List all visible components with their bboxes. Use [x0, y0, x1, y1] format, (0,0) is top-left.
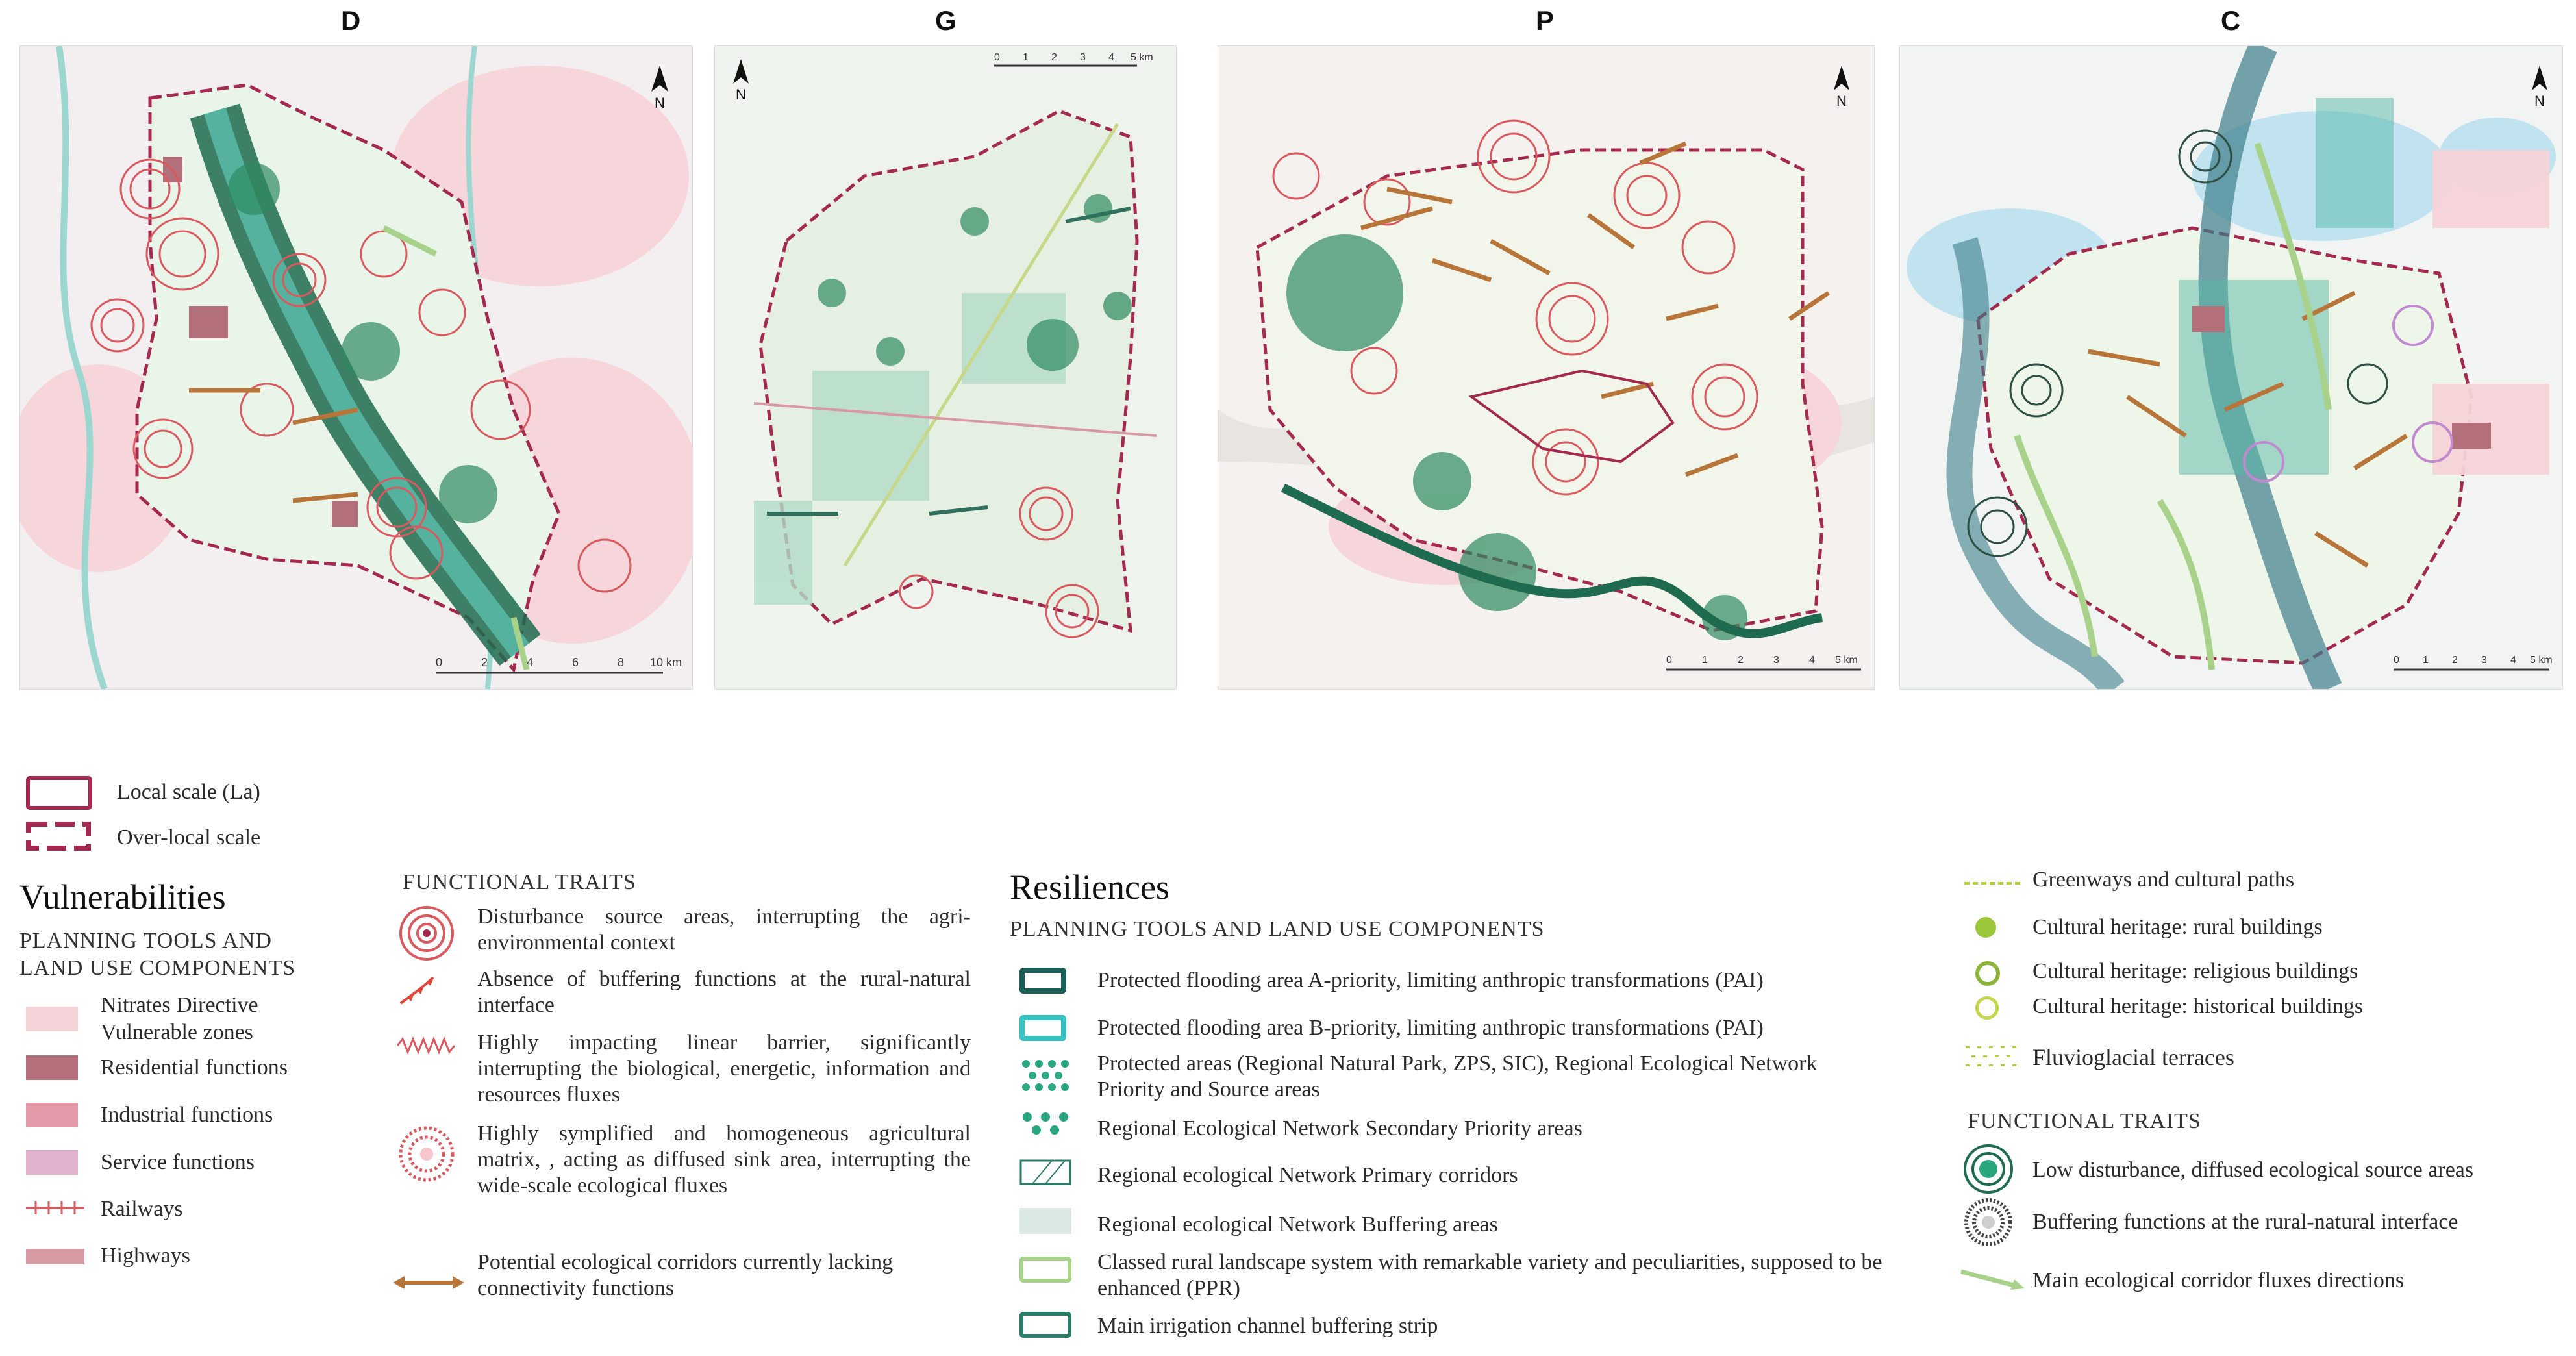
absence-buffering-icon	[397, 974, 436, 1007]
vuln-functional-title: FUNCTIONAL TRAITS	[403, 870, 636, 894]
panel-letter-p: P	[1536, 5, 1555, 36]
main-corridor-icon	[1955, 1266, 2026, 1292]
potential-corridor-icon	[393, 1273, 464, 1292]
svg-text:0: 0	[1666, 655, 1672, 666]
map-panel-g	[714, 45, 1177, 690]
agri-matrix-label: Highly symplified and homogeneous agricultural matrix, , acting as diffused sink area, interrupting the wide-scale ecological fluxes	[477, 1122, 971, 1198]
svg-text:N: N	[736, 86, 746, 103]
secondary-priority-swatch	[1019, 1111, 1071, 1136]
rural-landscape-label: Classed rural landscape system with remarkable variety and peculiarities, supposed to be enhanced (PPR)	[1097, 1250, 1882, 1300]
greenways-label: Greenways and cultural paths	[2032, 868, 2295, 892]
industrial-swatch	[26, 1103, 78, 1127]
svg-text:2: 2	[1738, 655, 1744, 666]
religious-buildings-icon	[1975, 961, 2000, 986]
protected-areas-swatch	[1019, 1057, 1071, 1096]
over-local-scale-swatch	[26, 822, 91, 851]
svg-text:1: 1	[1023, 52, 1029, 63]
resiliences-title: Resiliences	[1010, 868, 1169, 907]
linear-barrier-label: Highly impacting linear barrier, significantly interrupting the biological, energetic, information and resources fluxes	[477, 1031, 971, 1107]
panel-letter-d: D	[341, 5, 361, 36]
main-corridor-label: Main ecological corridor fluxes directions	[2032, 1268, 2405, 1292]
railways-swatch	[26, 1198, 84, 1218]
rural-buildings-label: Cultural heritage: rural buildings	[2032, 915, 2323, 939]
flood-a-swatch	[1019, 968, 1066, 994]
nitrates-label-1: Nitrates Directive	[101, 993, 258, 1017]
disturbance-label: Disturbance source areas, interrupting the agri-environmental context	[477, 905, 971, 955]
map-panel-d	[19, 45, 693, 690]
svg-text:5 km: 5 km	[2530, 655, 2553, 666]
religious-buildings-label: Cultural heritage: religious buildings	[2032, 959, 2358, 983]
buffering-functions-icon	[1962, 1196, 2014, 1248]
flood-b-label: Protected flooding area B-priority, limiting anthropic transformations (PAI)	[1097, 1016, 1764, 1040]
svg-text:3: 3	[1080, 52, 1086, 63]
service-swatch	[26, 1150, 78, 1175]
local-scale-swatch	[26, 776, 92, 810]
buffering-areas-swatch	[1019, 1208, 1071, 1234]
local-scale-label: Local scale (La)	[117, 780, 260, 804]
highways-swatch	[26, 1249, 84, 1264]
panel-letter-c: C	[2221, 5, 2241, 36]
railways-label: Railways	[101, 1197, 183, 1221]
service-label: Service functions	[101, 1150, 255, 1174]
svg-text:1: 1	[2423, 655, 2429, 666]
buffering-functions-label: Buffering functions at the rural-natural interface	[2032, 1210, 2458, 1234]
svg-text:0: 0	[2394, 655, 2399, 666]
nitrates-label-2: Vulnerable zones	[101, 1020, 253, 1044]
residential-label: Residential functions	[101, 1055, 288, 1079]
disturbance-icon	[397, 904, 456, 962]
svg-text:3: 3	[1773, 655, 1779, 666]
low-disturbance-label: Low disturbance, diffused ecological source areas	[2032, 1158, 2474, 1182]
primary-corridors-label: Regional ecological Network Primary corridors	[1097, 1163, 1518, 1187]
svg-text:5 km: 5 km	[1131, 52, 1153, 63]
rural-buildings-icon	[1975, 917, 1996, 938]
svg-text:5 km: 5 km	[1835, 655, 1858, 666]
svg-text:10 km: 10 km	[650, 656, 682, 669]
buffering-areas-label: Regional ecological Network Buffering areas	[1097, 1212, 1498, 1237]
linear-barrier-icon	[397, 1036, 456, 1055]
svg-text:0: 0	[436, 656, 443, 669]
flood-a-label: Protected flooding area A-priority, limiting anthropic transformations (PAI)	[1097, 968, 1764, 992]
svg-text:4: 4	[1809, 655, 1815, 666]
historical-buildings-icon	[1975, 996, 1999, 1020]
fluvioglacial-label: Fluvioglacial terraces	[2032, 1044, 2234, 1070]
nitrates-swatch	[26, 1007, 78, 1031]
irrigation-swatch	[1019, 1312, 1071, 1338]
residential-swatch	[26, 1055, 78, 1080]
primary-corridors-swatch	[1019, 1159, 1071, 1185]
absence-buffering-label: Absence of buffering functions at the rural-natural interface	[477, 967, 971, 1017]
svg-text:8: 8	[618, 656, 625, 669]
svg-text:N: N	[2534, 93, 2545, 109]
highways-label: Highways	[101, 1244, 190, 1268]
svg-text:4: 4	[1108, 52, 1114, 63]
panel-letter-g: G	[935, 5, 957, 36]
vuln-planning-title-1: PLANNING TOOLS AND	[19, 929, 272, 953]
historical-buildings-label: Cultural heritage: historical buildings	[2032, 994, 2363, 1018]
res-functional-title: FUNCTIONAL TRAITS	[1968, 1109, 2201, 1133]
irrigation-label: Main irrigation channel buffering strip	[1097, 1314, 1438, 1338]
flood-b-swatch	[1019, 1015, 1066, 1041]
res-planning-title: PLANNING TOOLS AND LAND USE COMPONENTS	[1010, 917, 1545, 941]
vulnerabilities-title: Vulnerabilities	[19, 877, 226, 916]
low-disturbance-icon	[1962, 1143, 2014, 1195]
svg-text:2: 2	[2452, 655, 2458, 666]
svg-text:2: 2	[1051, 52, 1057, 63]
greenways-swatch	[1964, 878, 2023, 885]
svg-text:3: 3	[2481, 655, 2487, 666]
secondary-priority-label: Regional Ecological Network Secondary Priority areas	[1097, 1116, 1582, 1140]
potential-corridor-label: Potential ecological corridors currently lacking connectivity functions	[477, 1250, 894, 1300]
svg-text:N: N	[1836, 93, 1847, 109]
agri-matrix-icon	[397, 1125, 456, 1183]
svg-text:6: 6	[572, 656, 579, 669]
map-panel-c	[1899, 45, 2563, 690]
vuln-planning-title-2: LAND USE COMPONENTS	[19, 956, 296, 980]
svg-text:2: 2	[481, 656, 488, 669]
svg-text:4: 4	[527, 656, 534, 669]
rural-landscape-swatch	[1019, 1257, 1071, 1283]
svg-text:4: 4	[2510, 655, 2516, 666]
over-local-scale-label: Over-local scale	[117, 825, 261, 849]
protected-areas-label: Protected areas (Regional Natural Park, ZPS, SIC), Regional Ecological Network Priority and Source areas	[1097, 1051, 1818, 1101]
svg-text:0: 0	[994, 52, 1000, 63]
svg-text:1: 1	[1702, 655, 1708, 666]
north-label: N	[655, 95, 665, 111]
fluvioglacial-swatch	[1964, 1042, 2023, 1068]
map-panel-p	[1218, 45, 1875, 690]
industrial-label: Industrial functions	[101, 1103, 273, 1127]
